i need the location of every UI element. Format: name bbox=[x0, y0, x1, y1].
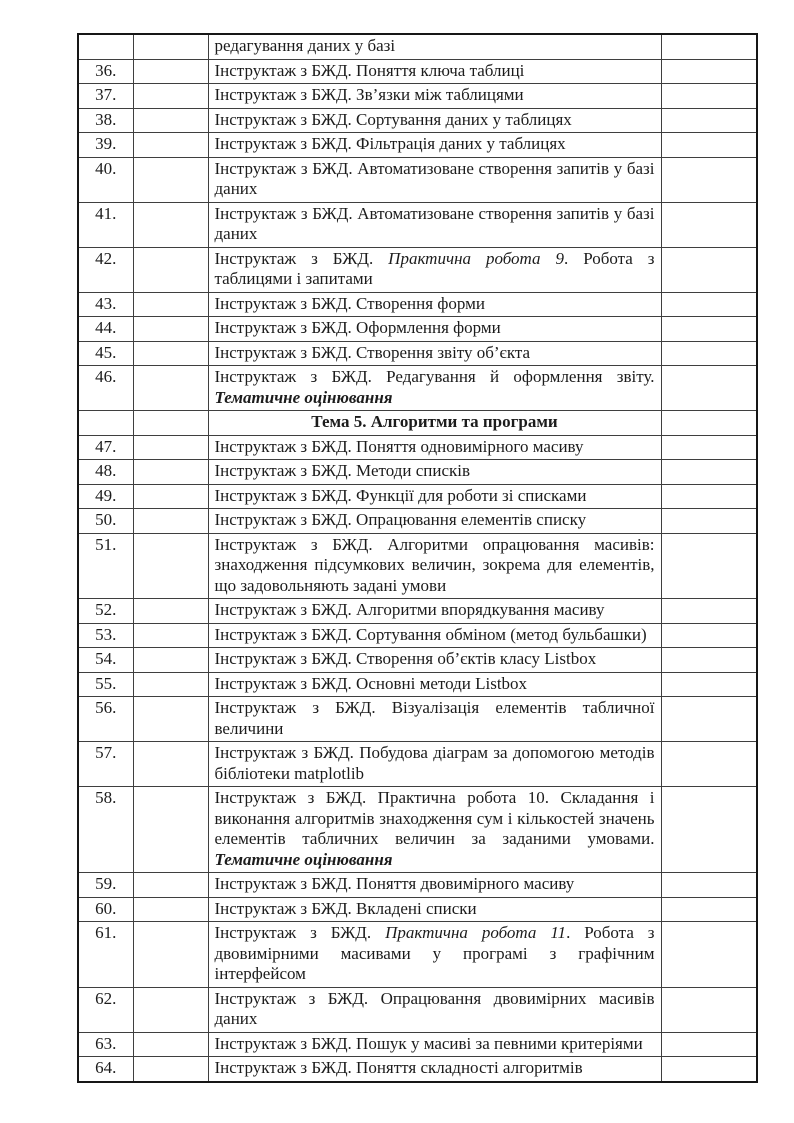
topic-text: Інструктаж з БЖД. Алгоритми впорядкування масиву bbox=[214, 600, 605, 619]
lesson-row bbox=[78, 202, 757, 247]
lesson-row bbox=[78, 484, 757, 509]
date-cell bbox=[133, 922, 208, 988]
notes-cell bbox=[661, 34, 757, 59]
topic-text: Інструктаж з БЖД. Сортування обміном (метод бульбашки) bbox=[214, 624, 647, 644]
topic-text: Інструктаж з БЖД. Поняття двовимірного масиву bbox=[214, 874, 575, 893]
topic-text: Інструктаж з БЖД. Опрацювання двовимірних масивів даних bbox=[214, 988, 655, 1028]
row-number-cell: 36. bbox=[78, 59, 133, 84]
date-cell bbox=[133, 648, 208, 673]
topic-text: . Робота з таблицями і запитами bbox=[214, 248, 655, 288]
topic-text: Інструктаж з БЖД. Фільтрація даних у таблицях bbox=[214, 134, 566, 153]
topic-text: Інструктаж з БЖД. Побудова діаграм за допомогою методів бібліотеки matplotlib bbox=[214, 743, 655, 783]
date-cell bbox=[133, 623, 208, 648]
date-cell bbox=[133, 411, 208, 436]
lesson-row bbox=[78, 623, 757, 648]
topic-cell bbox=[208, 1032, 661, 1057]
notes-cell bbox=[661, 533, 757, 599]
topic-text: Інструктаж з БЖД. bbox=[214, 248, 389, 268]
date-cell bbox=[133, 897, 208, 922]
topic-text: . Робота з двовимірними масивами у програмі з графічним інтерфейсом bbox=[214, 923, 655, 983]
topic-cell bbox=[208, 366, 661, 411]
date-cell bbox=[133, 435, 208, 460]
date-cell bbox=[133, 460, 208, 485]
notes-cell bbox=[661, 599, 757, 624]
topic-text: Інструктаж з БЖД. Практична робота 10. Складання і виконання алгоритмів знаходження сум і кількостей значень елементів табличних величин за заданими умовами. bbox=[214, 788, 655, 848]
topic-cell bbox=[208, 34, 661, 59]
topic-cell bbox=[208, 341, 661, 366]
lesson-row bbox=[78, 341, 757, 366]
topic-cell bbox=[208, 484, 661, 509]
topic-cell bbox=[208, 317, 661, 342]
topic-text: Інструктаж з БЖД. Поняття одновимірного масиву bbox=[214, 436, 584, 456]
date-cell bbox=[133, 672, 208, 697]
row-number-cell: 54. bbox=[78, 648, 133, 673]
lesson-row bbox=[78, 1057, 757, 1082]
topic-cell bbox=[208, 435, 661, 460]
topic-cell bbox=[208, 787, 661, 873]
notes-cell bbox=[661, 672, 757, 697]
row-number-cell: 41. bbox=[78, 202, 133, 247]
topic-cell bbox=[208, 292, 661, 317]
topic-text: Інструктаж з БЖД. Методи списків bbox=[214, 461, 471, 480]
topic-cell bbox=[208, 623, 661, 648]
lesson-row bbox=[78, 108, 757, 133]
thematic-assessment-label: Тематичне оцінювання bbox=[214, 849, 393, 869]
lesson-row bbox=[78, 533, 757, 599]
topic-text: Інструктаж з БЖД. Поняття ключа таблиці bbox=[214, 60, 525, 80]
date-cell bbox=[133, 34, 208, 59]
notes-cell bbox=[661, 341, 757, 366]
row-number-cell: 46. bbox=[78, 366, 133, 411]
section-title: Тема 5. Алгоритми та програми bbox=[208, 411, 661, 436]
row-number-cell: 49. bbox=[78, 484, 133, 509]
topic-text: Інструктаж з БЖД. bbox=[214, 923, 386, 942]
row-number-cell: 55. bbox=[78, 672, 133, 697]
notes-cell bbox=[661, 922, 757, 988]
date-cell bbox=[133, 1057, 208, 1082]
lesson-row bbox=[78, 34, 757, 59]
lesson-row bbox=[78, 897, 757, 922]
document-page bbox=[77, 33, 758, 1083]
row-number-cell: 44. bbox=[78, 317, 133, 342]
notes-cell bbox=[661, 987, 757, 1032]
practical-work-label: Практична робота 11 bbox=[385, 923, 567, 942]
notes-cell bbox=[661, 897, 757, 922]
date-cell bbox=[133, 533, 208, 599]
lesson-row bbox=[78, 787, 757, 873]
topic-text: Інструктаж з БЖД. Візуалізація елементів табличної величини bbox=[214, 698, 655, 738]
row-number-cell: 56. bbox=[78, 697, 133, 742]
row-number-cell: 60. bbox=[78, 897, 133, 922]
date-cell bbox=[133, 873, 208, 898]
lesson-row bbox=[78, 133, 757, 158]
row-number-cell: 57. bbox=[78, 742, 133, 787]
lesson-row bbox=[78, 922, 757, 988]
thematic-assessment-label: Тематичне оцінювання bbox=[214, 387, 393, 407]
topic-text: Інструктаж з БЖД. Створення об’єктів класу Listbox bbox=[214, 649, 597, 668]
notes-cell bbox=[661, 484, 757, 509]
date-cell bbox=[133, 84, 208, 109]
notes-cell bbox=[661, 742, 757, 787]
topic-text: Інструктаж з БЖД. Опрацювання елементів списку bbox=[214, 510, 587, 529]
row-number-cell: 58. bbox=[78, 787, 133, 873]
lesson-row bbox=[78, 1032, 757, 1057]
row-number-cell: 48. bbox=[78, 460, 133, 485]
topic-cell bbox=[208, 108, 661, 133]
date-cell bbox=[133, 59, 208, 84]
topic-cell bbox=[208, 509, 661, 534]
topic-cell bbox=[208, 59, 661, 84]
topic-text: Інструктаж з БЖД. Функції для роботи зі списками bbox=[214, 485, 587, 505]
topic-cell bbox=[208, 247, 661, 292]
lesson-row bbox=[78, 157, 757, 202]
date-cell bbox=[133, 108, 208, 133]
topic-cell bbox=[208, 157, 661, 202]
row-number-cell: 38. bbox=[78, 108, 133, 133]
row-number-cell: 64. bbox=[78, 1057, 133, 1082]
date-cell bbox=[133, 697, 208, 742]
notes-cell bbox=[661, 84, 757, 109]
row-number-cell: 61. bbox=[78, 922, 133, 988]
lesson-row bbox=[78, 509, 757, 534]
notes-cell bbox=[661, 292, 757, 317]
topic-cell bbox=[208, 202, 661, 247]
topic-cell bbox=[208, 697, 661, 742]
topic-text: Інструктаж з БЖД. Створення форми bbox=[214, 293, 485, 313]
lesson-row bbox=[78, 460, 757, 485]
lesson-row bbox=[78, 599, 757, 624]
date-cell bbox=[133, 292, 208, 317]
topic-text: Інструктаж з БЖД. Основні методи Listbox bbox=[214, 673, 528, 693]
topic-text: Інструктаж з БЖД. Пошук у масиві за певними критеріями bbox=[214, 1033, 643, 1053]
notes-cell bbox=[661, 873, 757, 898]
topic-text: Інструктаж з БЖД. Оформлення форми bbox=[214, 318, 501, 337]
notes-cell bbox=[661, 247, 757, 292]
notes-cell bbox=[661, 366, 757, 411]
topic-text: Інструктаж з БЖД. Зв’язки між таблицями bbox=[214, 85, 524, 104]
lesson-row bbox=[78, 317, 757, 342]
lesson-row bbox=[78, 292, 757, 317]
lesson-row bbox=[78, 59, 757, 84]
row-number-cell: 45. bbox=[78, 341, 133, 366]
lesson-row bbox=[78, 366, 757, 411]
topic-cell bbox=[208, 672, 661, 697]
row-number-cell: 62. bbox=[78, 987, 133, 1032]
lesson-row bbox=[78, 672, 757, 697]
notes-cell bbox=[661, 411, 757, 436]
lesson-row bbox=[78, 84, 757, 109]
lesson-row bbox=[78, 742, 757, 787]
date-cell bbox=[133, 1032, 208, 1057]
topic-cell bbox=[208, 599, 661, 624]
notes-cell bbox=[661, 157, 757, 202]
topic-cell bbox=[208, 873, 661, 898]
topic-text: Інструктаж з БЖД. Вкладені списки bbox=[214, 898, 477, 918]
row-number-cell: 59. bbox=[78, 873, 133, 898]
date-cell bbox=[133, 247, 208, 292]
topic-cell bbox=[208, 897, 661, 922]
row-number-cell: 40. bbox=[78, 157, 133, 202]
row-number-cell bbox=[78, 34, 133, 59]
date-cell bbox=[133, 317, 208, 342]
date-cell bbox=[133, 509, 208, 534]
row-number-cell: 37. bbox=[78, 84, 133, 109]
notes-cell bbox=[661, 1057, 757, 1082]
topic-cell bbox=[208, 133, 661, 158]
topic-cell bbox=[208, 460, 661, 485]
date-cell bbox=[133, 202, 208, 247]
topic-text: Інструктаж з БЖД. Алгоритми опрацювання масивів: знаходження підсумкових величин, зокрема для елементів, що задовольняють задані умови bbox=[214, 534, 655, 595]
topic-cell bbox=[208, 1057, 661, 1082]
section-header-row bbox=[78, 411, 757, 436]
practical-work-label: Практична робота 9 bbox=[388, 248, 564, 268]
row-number-cell: 53. bbox=[78, 623, 133, 648]
lesson-row bbox=[78, 648, 757, 673]
topic-cell bbox=[208, 742, 661, 787]
topic-text: Інструктаж з БЖД. Поняття складності алгоритмів bbox=[214, 1058, 583, 1077]
notes-cell bbox=[661, 108, 757, 133]
topic-text: Інструктаж з БЖД. Створення звіту об’єкта bbox=[214, 342, 531, 362]
lesson-plan-table bbox=[77, 33, 758, 1083]
notes-cell bbox=[661, 1032, 757, 1057]
date-cell bbox=[133, 484, 208, 509]
topic-text: Інструктаж з БЖД. Редагування й оформлення звіту. bbox=[214, 367, 655, 386]
notes-cell bbox=[661, 648, 757, 673]
notes-cell bbox=[661, 787, 757, 873]
date-cell bbox=[133, 341, 208, 366]
notes-cell bbox=[661, 59, 757, 84]
topic-text: Інструктаж з БЖД. Сортування даних у таблицях bbox=[214, 109, 572, 129]
topic-cell bbox=[208, 84, 661, 109]
row-number-cell: 39. bbox=[78, 133, 133, 158]
topic-cell bbox=[208, 987, 661, 1032]
row-number-cell: 63. bbox=[78, 1032, 133, 1057]
date-cell bbox=[133, 366, 208, 411]
row-number-cell bbox=[78, 411, 133, 436]
lesson-row bbox=[78, 873, 757, 898]
notes-cell bbox=[661, 623, 757, 648]
lesson-table-body bbox=[78, 34, 757, 1082]
row-number-cell: 43. bbox=[78, 292, 133, 317]
notes-cell bbox=[661, 697, 757, 742]
date-cell bbox=[133, 157, 208, 202]
topic-cell bbox=[208, 922, 661, 988]
notes-cell bbox=[661, 460, 757, 485]
date-cell bbox=[133, 599, 208, 624]
row-number-cell: 50. bbox=[78, 509, 133, 534]
notes-cell bbox=[661, 202, 757, 247]
lesson-row bbox=[78, 987, 757, 1032]
lesson-row bbox=[78, 435, 757, 460]
topic-text: Інструктаж з БЖД. Автоматизоване створення запитів у базі даних bbox=[214, 203, 655, 243]
topic-text: редагування даних у базі bbox=[214, 36, 396, 55]
notes-cell bbox=[661, 317, 757, 342]
date-cell bbox=[133, 133, 208, 158]
notes-cell bbox=[661, 509, 757, 534]
topic-text: Інструктаж з БЖД. Автоматизоване створення запитів у базі даних bbox=[214, 158, 655, 198]
row-number-cell: 52. bbox=[78, 599, 133, 624]
notes-cell bbox=[661, 435, 757, 460]
row-number-cell: 47. bbox=[78, 435, 133, 460]
date-cell bbox=[133, 742, 208, 787]
row-number-cell: 42. bbox=[78, 247, 133, 292]
lesson-row bbox=[78, 697, 757, 742]
lesson-row bbox=[78, 247, 757, 292]
topic-cell bbox=[208, 533, 661, 599]
notes-cell bbox=[661, 133, 757, 158]
topic-cell bbox=[208, 648, 661, 673]
date-cell bbox=[133, 987, 208, 1032]
date-cell bbox=[133, 787, 208, 873]
row-number-cell: 51. bbox=[78, 533, 133, 599]
